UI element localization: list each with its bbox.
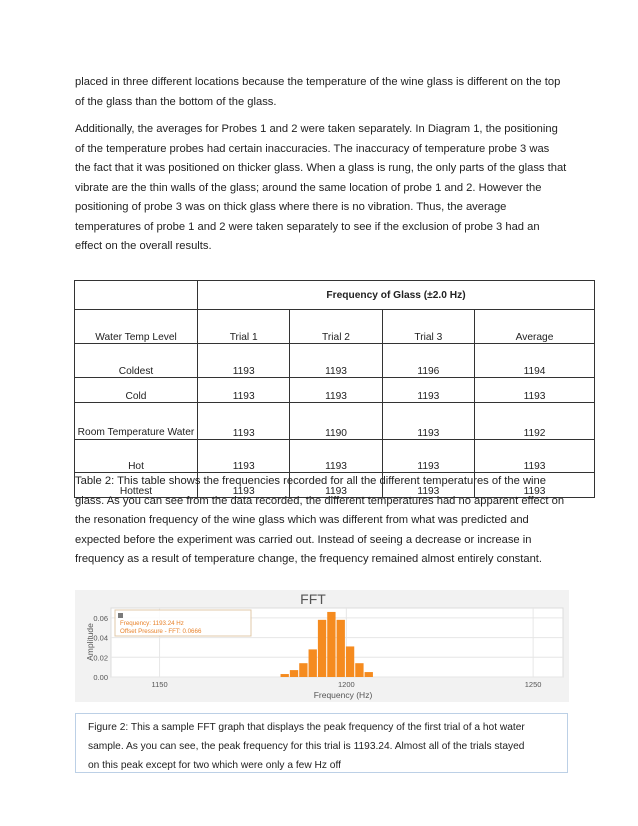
table-cell: 1196 bbox=[382, 344, 474, 378]
table-header-row bbox=[75, 310, 595, 344]
paragraph-2: Additionally, the averages for Probes 1 and 2 were taken separately. In Diagram 1, the positioning of the temperature probes had certain inaccuracies. The inaccuracy of temperature probe 3 was the fact that it was positioned on thicker glass. When a glass is rung, the only parts of the glass that vibrate are the thin walls of the glass; around the same location of probe 1 and 2. However the positioning of probe 3 was on thick glass where there is no vibration. Thus, the average temperatures of probe 1 and 2 were taken separately to see if the exclusion of probe 3 had an effect on the overall results. bbox=[75, 123, 567, 252]
table-header-cell: Trial 3 bbox=[382, 310, 474, 344]
table-cell: 1193 bbox=[382, 473, 474, 498]
table-cell: 1193 bbox=[198, 344, 290, 378]
table-cell: 1194 bbox=[475, 344, 595, 378]
table-cell: 1193 bbox=[198, 440, 290, 473]
table-cell: Hot bbox=[75, 440, 198, 473]
x-tick-label: 1250 bbox=[524, 680, 542, 689]
x-axis-label: Frequency (Hz) bbox=[313, 690, 373, 700]
table-caption: Table 2: This table shows the frequencies recorded for all the different temperatures of the wine glass. As you can see from the data recorded, the different temperatures had no apparent effect on the resonation frequency of the wine glass which was different from what was predicted and expected before the experiment was carried out. Instead of seeing a decrease or increase in frequency as a result of temperature change, the frequency remained almost entirely constant. bbox=[75, 475, 565, 566]
fft-bar bbox=[365, 672, 373, 677]
legend-line-2: Offset Pressure - FFT: 0.0666 bbox=[120, 628, 202, 635]
frequency-table bbox=[74, 280, 595, 498]
chart-title: FFT bbox=[300, 591, 326, 607]
table-row bbox=[75, 378, 595, 403]
table-cell: 1193 bbox=[198, 378, 290, 403]
legend-swatch-icon bbox=[118, 613, 123, 618]
table-cell: 1193 bbox=[475, 378, 595, 403]
table-header-cell: Average bbox=[475, 310, 595, 344]
table-header-cell: Trial 1 bbox=[198, 310, 290, 344]
fft-chart-svg bbox=[75, 590, 569, 702]
fft-bar bbox=[309, 649, 317, 677]
fft-bar bbox=[327, 612, 335, 677]
table-cell: 1193 bbox=[290, 440, 382, 473]
table-cell: 1193 bbox=[382, 403, 474, 440]
fft-chart bbox=[75, 590, 569, 702]
table-cell: 1190 bbox=[290, 403, 382, 440]
figure-caption-line: sample. As you can see, the peak frequency for this trial is 1193.24. Almost all of the trials stayed bbox=[88, 741, 525, 752]
table-row bbox=[75, 440, 595, 473]
x-tick-label: 1200 bbox=[337, 680, 355, 689]
x-tick-label: 1150 bbox=[151, 680, 168, 689]
table-row bbox=[75, 403, 595, 440]
table-cell: 1193 bbox=[198, 473, 290, 498]
fft-bar bbox=[337, 620, 345, 677]
table-group-header: Frequency of Glass (±2.0 Hz) bbox=[198, 281, 595, 310]
table-row bbox=[75, 344, 595, 378]
fft-bar bbox=[355, 663, 363, 677]
table-cell: 1193 bbox=[475, 473, 595, 498]
table-cell: Hottest bbox=[75, 473, 198, 498]
y-tick-label: 0.02 bbox=[93, 653, 108, 663]
table-cell: 1192 bbox=[475, 403, 595, 440]
figure-caption-line: Figure 2: This a sample FFT graph that displays the peak frequency of the first trial of a hot water bbox=[88, 722, 525, 733]
y-tick-label: 0.00 bbox=[93, 673, 108, 682]
table-group-header-row bbox=[75, 281, 595, 310]
table-header-blank bbox=[75, 281, 198, 310]
paragraph-1: placed in three different locations because the temperature of the wine glass is different on the top of the glass than the bottom of the glass. bbox=[75, 76, 561, 108]
figure-caption-line: on this peak except for two which were only a few Hz off bbox=[88, 760, 341, 771]
table-cell: 1193 bbox=[290, 378, 382, 403]
table-cell: Room Temperature Water bbox=[75, 403, 198, 440]
table-cell: Coldest bbox=[75, 344, 198, 378]
table-cell: 1193 bbox=[382, 440, 474, 473]
figure-caption bbox=[75, 713, 568, 773]
table-cell: 1193 bbox=[290, 473, 382, 498]
fft-bar bbox=[281, 674, 289, 677]
fft-bar bbox=[299, 663, 307, 677]
table-cell: 1193 bbox=[290, 344, 382, 378]
table-cell: 1193 bbox=[198, 403, 290, 440]
fft-bar bbox=[318, 620, 326, 677]
y-tick-label: 0.04 bbox=[93, 633, 108, 643]
y-axis-label: Amplitude bbox=[85, 623, 95, 661]
table-header-cell: Trial 2 bbox=[290, 310, 382, 344]
legend-line-1: Frequency: 1193.24 Hz bbox=[120, 620, 184, 627]
y-tick-label: 0.06 bbox=[93, 613, 108, 623]
table-header-cell: Water Temp Level bbox=[75, 310, 198, 344]
table-cell: 1193 bbox=[382, 378, 474, 403]
table-cell: Cold bbox=[75, 378, 198, 403]
fft-bar bbox=[290, 670, 298, 677]
fft-bar bbox=[346, 646, 354, 677]
table-cell: 1193 bbox=[475, 440, 595, 473]
